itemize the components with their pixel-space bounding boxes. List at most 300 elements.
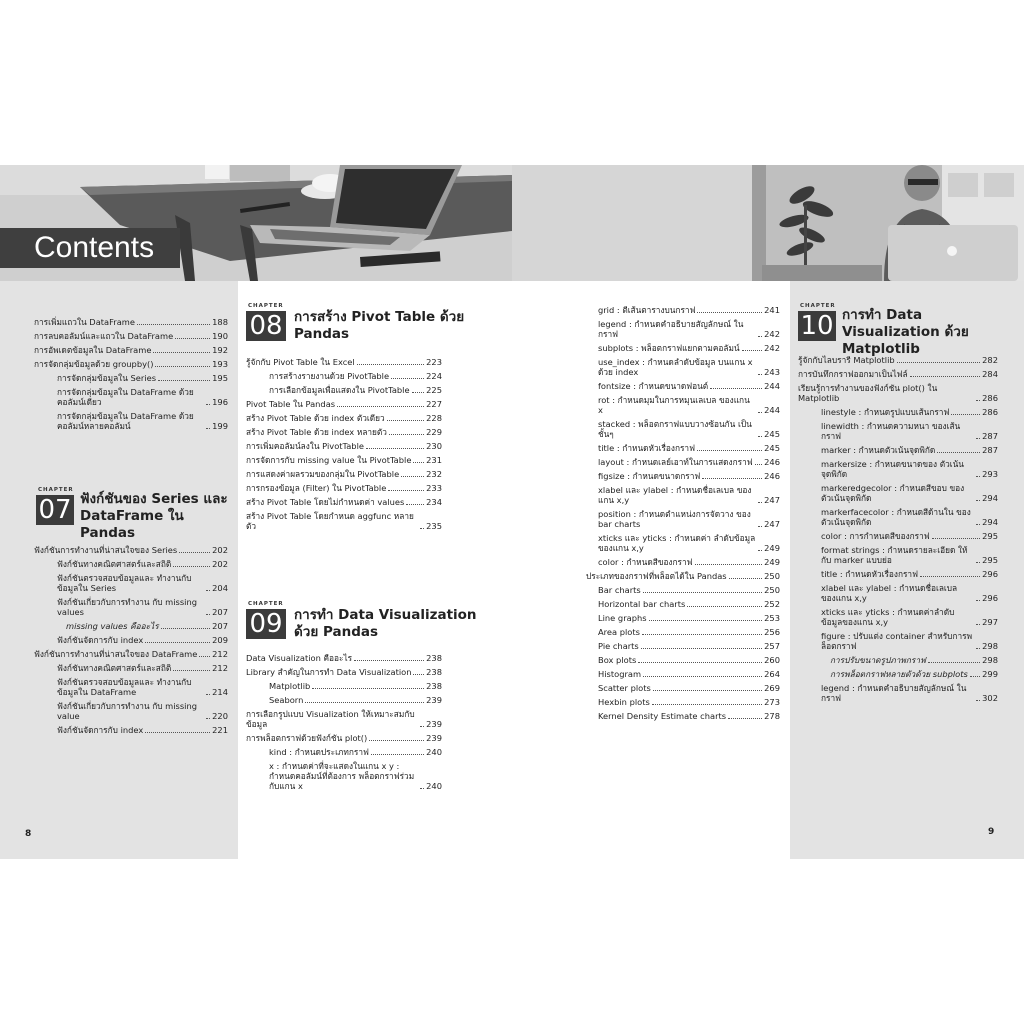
toc-entry bbox=[798, 531, 998, 541]
toc-entry-title: color : การกำหนดสีของกราฟ bbox=[821, 531, 930, 541]
toc-entry-title: Horizontal bar charts bbox=[598, 599, 686, 609]
toc-entry bbox=[34, 559, 228, 569]
toc-entry bbox=[586, 443, 780, 453]
toc-entry bbox=[246, 469, 442, 479]
toc-entry-title: ประเภทของกราฟที่พล็อตได้ใน Pandas bbox=[586, 571, 727, 581]
dot-leader bbox=[413, 674, 424, 675]
dot-leader bbox=[710, 388, 762, 389]
toc-entry-page: 238 bbox=[426, 653, 442, 663]
toc-entry-page: 250 bbox=[764, 585, 780, 595]
toc-entry bbox=[798, 459, 998, 479]
toc-entry-title: การเพิ่มคอลัมน์ลงใน PivotTable bbox=[246, 441, 364, 451]
toc-entry bbox=[34, 345, 228, 355]
dot-leader bbox=[366, 448, 424, 449]
dot-leader bbox=[145, 732, 210, 733]
dot-leader bbox=[153, 352, 210, 353]
toc-entry bbox=[246, 385, 442, 395]
dot-leader bbox=[928, 662, 980, 663]
toc-entry-title: การบันทึกกราฟออกมาเป็นไฟล์ bbox=[798, 369, 908, 379]
toc-entry-page: 297 bbox=[982, 617, 998, 627]
chapter-title: การทำ Data Visualization ด้วย Pandas bbox=[294, 607, 477, 640]
toc-entry bbox=[586, 471, 780, 481]
toc-entry-page: 231 bbox=[426, 455, 442, 465]
dot-leader bbox=[976, 524, 980, 525]
toc-entry-page: 202 bbox=[212, 559, 228, 569]
toc-entry bbox=[798, 355, 998, 365]
dot-leader bbox=[206, 718, 210, 719]
toc-entry bbox=[34, 635, 228, 645]
dot-leader bbox=[389, 434, 424, 435]
toc-entry-page: 230 bbox=[426, 441, 442, 451]
toc-entry-title: figure : ปรับแต่ง container สำหรับการพล็อตกราฟ bbox=[821, 631, 973, 651]
toc-entry-title: สร้าง Pivot Table โดยกำหนด aggfunc หลายตัว bbox=[246, 511, 414, 531]
toc-entry-title: Line graphs bbox=[598, 613, 647, 623]
toc-entry-page: 232 bbox=[426, 469, 442, 479]
toc-entry-page: 260 bbox=[764, 655, 780, 665]
man-laptop-image bbox=[512, 165, 1024, 281]
dot-leader bbox=[742, 350, 763, 351]
toc-entry-title: Matplotlib bbox=[269, 681, 311, 691]
toc-entry bbox=[246, 399, 442, 409]
dot-leader bbox=[406, 504, 424, 505]
dot-leader bbox=[388, 490, 424, 491]
toc-entry-title: subplots : พล็อตกราฟแยกตามคอลัมน์ bbox=[598, 343, 740, 353]
toc-entry-title: การจัดกลุ่มข้อมูลด้วย groupby() bbox=[34, 359, 154, 369]
dot-leader bbox=[729, 578, 763, 579]
toc-entry bbox=[246, 709, 442, 729]
toc-entry-page: 264 bbox=[764, 669, 780, 679]
toc-entry-page: 295 bbox=[982, 531, 998, 541]
dot-leader bbox=[371, 754, 424, 755]
toc-entry-page: 227 bbox=[426, 399, 442, 409]
dot-leader bbox=[976, 438, 980, 439]
toc-entry bbox=[798, 669, 998, 679]
toc-entry bbox=[586, 457, 780, 467]
book-spread bbox=[0, 165, 1024, 859]
toc-entry-page: 238 bbox=[426, 681, 442, 691]
toc-entry bbox=[798, 683, 998, 703]
dot-leader bbox=[413, 462, 424, 463]
toc-entry-title: ฟังก์ชันตรวจสอบข้อมูลและ ทำงานกับข้อมูลใน DataFrame bbox=[57, 677, 192, 697]
dot-leader bbox=[652, 704, 762, 705]
toc-entry-page: 299 bbox=[982, 669, 998, 679]
toc-entry bbox=[34, 317, 228, 327]
toc-entry-page: 204 bbox=[212, 583, 228, 593]
dot-leader bbox=[910, 376, 981, 377]
toc-entry-page: 296 bbox=[982, 569, 998, 579]
chapter-title: การทำ Data Visualization ด้วย Matplotlib bbox=[842, 307, 969, 357]
dot-leader bbox=[173, 670, 210, 671]
toc-entry-page: 220 bbox=[212, 711, 228, 721]
toc-entry-page: 242 bbox=[764, 329, 780, 339]
toc-entry-page: 223 bbox=[426, 357, 442, 367]
toc-entry-title: legend : กำหนดคำอธิบายสัญลักษณ์ ในกราฟ bbox=[598, 319, 744, 339]
dot-leader bbox=[758, 526, 762, 527]
toc-entry-page: 302 bbox=[982, 693, 998, 703]
toc-entry-title: สร้าง Pivot Table ด้วย index ตัวเดียว bbox=[246, 413, 385, 423]
toc-entry-page: 209 bbox=[212, 635, 228, 645]
toc-entry-page: 235 bbox=[426, 521, 442, 531]
toc-entry-page: 247 bbox=[764, 495, 780, 505]
toc-entry-page: 250 bbox=[764, 571, 780, 581]
dot-leader bbox=[951, 414, 980, 415]
toc-entry-title: Area plots bbox=[598, 627, 640, 637]
toc-entry-page: 238 bbox=[426, 667, 442, 677]
dot-leader bbox=[158, 380, 210, 381]
dot-leader bbox=[976, 600, 980, 601]
dot-leader bbox=[199, 656, 210, 657]
page-title: Contents bbox=[34, 231, 155, 264]
toc-entry bbox=[586, 381, 780, 391]
toc-entry bbox=[246, 357, 442, 367]
dot-leader bbox=[897, 362, 981, 363]
toc-entry-page: 296 bbox=[982, 593, 998, 603]
toc-entry bbox=[586, 571, 780, 581]
dot-leader bbox=[758, 412, 762, 413]
toc-entry-title: missing values คืออะไร bbox=[66, 621, 159, 631]
toc-entry bbox=[798, 631, 998, 651]
dot-leader bbox=[976, 500, 980, 501]
toc-entry bbox=[586, 305, 780, 315]
toc-list bbox=[34, 317, 228, 435]
toc-entry bbox=[586, 533, 780, 553]
toc-entry-page: 298 bbox=[982, 655, 998, 665]
toc-list bbox=[798, 355, 998, 707]
toc-entry bbox=[34, 725, 228, 735]
toc-entry-page: 188 bbox=[212, 317, 228, 327]
toc-entry-page: 246 bbox=[764, 457, 780, 467]
toc-entry-page: 284 bbox=[982, 369, 998, 379]
toc-entry-page: 278 bbox=[764, 711, 780, 721]
toc-entry bbox=[34, 331, 228, 341]
toc-entry-title: Seaborn bbox=[269, 695, 304, 705]
dot-leader bbox=[976, 624, 980, 625]
toc-entry-page: 294 bbox=[982, 517, 998, 527]
toc-entry-page: 207 bbox=[212, 621, 228, 631]
dot-leader bbox=[337, 406, 424, 407]
chapter-title: ฟังก์ชันของ Series และ DataFrame ใน Pandas bbox=[80, 491, 228, 541]
right-col-1 bbox=[512, 281, 790, 859]
toc-entry-title: การสร้างรายงานด้วย PivotTable bbox=[269, 371, 390, 381]
dot-leader bbox=[357, 364, 424, 365]
toc-entry bbox=[586, 485, 780, 505]
dot-leader bbox=[179, 552, 210, 553]
toc-entry-title: xlabel และ ylabel : กำหนดชื่อเลเบล ของแกน x,y bbox=[821, 583, 958, 603]
page-number: 8 bbox=[25, 829, 32, 839]
dot-leader bbox=[206, 614, 210, 615]
toc-entry-page: 239 bbox=[426, 695, 442, 705]
toc-entry-title: Pivot Table ใน Pandas bbox=[246, 399, 336, 409]
toc-entry-page: 228 bbox=[426, 413, 442, 423]
toc-entry bbox=[798, 369, 998, 379]
toc-entry-title: Bar charts bbox=[598, 585, 641, 595]
toc-entry-title: Pie charts bbox=[598, 641, 639, 651]
toc-entry bbox=[798, 545, 998, 565]
toc-entry-title: grid : ตีเส้นตารางบนกราฟ bbox=[598, 305, 696, 315]
toc-entry-title: Histogram bbox=[598, 669, 642, 679]
dot-leader bbox=[206, 404, 210, 405]
dot-leader bbox=[369, 740, 424, 741]
toc-entry-title: legend : กำหนดคำอธิบายสัญลักษณ์ ในกราฟ bbox=[821, 683, 967, 703]
toc-entry bbox=[586, 319, 780, 339]
toc-entry-title: การเพิ่มแถวใน DataFrame bbox=[34, 317, 135, 327]
toc-entry-title: Hexbin plots bbox=[598, 697, 650, 707]
page-number: 9 bbox=[988, 827, 995, 837]
toc-entry-title: markerfacecolor : กำหนดสีด้านใน ของตัวเน้นจุดพิกัด bbox=[821, 507, 971, 527]
toc-entry bbox=[34, 359, 228, 369]
chapter-label: CHAPTER bbox=[38, 487, 74, 493]
chapter-label: CHAPTER bbox=[248, 303, 284, 309]
toc-entry-page: 239 bbox=[426, 719, 442, 729]
dot-leader bbox=[755, 464, 763, 465]
toc-entry bbox=[798, 445, 998, 455]
toc-entry bbox=[798, 421, 998, 441]
dot-leader bbox=[206, 694, 210, 695]
dot-leader bbox=[643, 676, 762, 677]
toc-entry-page: 293 bbox=[982, 469, 998, 479]
toc-entry-title: การปรับขนาดรูปภาพกราฟ bbox=[830, 655, 926, 665]
toc-entry bbox=[586, 641, 780, 651]
toc-entry bbox=[246, 761, 442, 791]
toc-entry-title: figsize : กำหนดขนาดกราฟ bbox=[598, 471, 701, 481]
toc-entry-page: 257 bbox=[764, 641, 780, 651]
toc-entry bbox=[586, 395, 780, 415]
left-page bbox=[0, 165, 512, 859]
toc-entry-page: 212 bbox=[212, 649, 228, 659]
toc-entry-page: 193 bbox=[212, 359, 228, 369]
dot-leader bbox=[420, 528, 424, 529]
toc-entry bbox=[34, 663, 228, 673]
toc-entry-title: การจัดกลุ่มข้อมูลใน DataFrame ด้วยคอลัมน์หลายคอลัมน์ bbox=[57, 411, 194, 431]
dot-leader bbox=[758, 374, 762, 375]
chapter-title: การสร้าง Pivot Table ด้วย Pandas bbox=[294, 309, 465, 342]
dot-leader bbox=[354, 660, 424, 661]
toc-entry bbox=[34, 573, 228, 593]
toc-entry-title: ฟังก์ชันจัดการกับ index bbox=[57, 635, 144, 645]
toc-entry bbox=[246, 653, 442, 663]
dot-leader bbox=[758, 436, 762, 437]
dot-leader bbox=[206, 428, 210, 429]
dot-leader bbox=[970, 676, 980, 677]
left-col-2 bbox=[238, 281, 512, 859]
dot-leader bbox=[649, 620, 763, 621]
toc-entry bbox=[246, 667, 442, 677]
dot-leader bbox=[976, 476, 980, 477]
toc-entry-page: 207 bbox=[212, 607, 228, 617]
toc-entry-page: 246 bbox=[764, 471, 780, 481]
toc-entry-title: title : กำหนดหัวเรื่องกราฟ bbox=[821, 569, 918, 579]
toc-entry-page: 234 bbox=[426, 497, 442, 507]
toc-entry-title: การอัพเดตข้อมูลใน DataFrame bbox=[34, 345, 152, 355]
toc-list bbox=[246, 357, 442, 535]
toc-entry bbox=[34, 701, 228, 721]
dot-leader bbox=[391, 378, 424, 379]
toc-entry bbox=[586, 557, 780, 567]
toc-entry-title: Kernel Density Estimate charts bbox=[598, 711, 727, 721]
toc-entry-title: xticks และ yticks : กำหนดค่าลำดับ ข้อมูลของแกน x,y bbox=[821, 607, 955, 627]
toc-entry-title: ฟังก์ชันการทำงานที่น่าสนใจของ DataFrame bbox=[34, 649, 198, 659]
toc-entry bbox=[586, 613, 780, 623]
toc-entry-title: การแสดงค่าผลรวมของกลุ่มใน PivotTable bbox=[246, 469, 400, 479]
dot-leader bbox=[643, 592, 762, 593]
toc-entry bbox=[798, 569, 998, 579]
toc-entry-title: รู้จักกับ Pivot Table ใน Excel bbox=[246, 357, 355, 367]
toc-entry bbox=[586, 627, 780, 637]
toc-entry-page: 190 bbox=[212, 331, 228, 341]
dot-leader bbox=[638, 662, 762, 663]
toc-entry-title: xlabel และ ylabel : กำหนดชื่อเลเบล ของแกน x,y bbox=[598, 485, 752, 505]
toc-entry bbox=[34, 373, 228, 383]
toc-entry-title: ฟังก์ชันทางคณิตศาสตร์และสถิติ bbox=[57, 663, 172, 673]
toc-entry-page: 241 bbox=[764, 305, 780, 315]
toc-entry-page: 294 bbox=[982, 493, 998, 503]
dot-leader bbox=[653, 690, 762, 691]
toc-entry-title: stacked : พล็อตกราฟแบบวางซ้อนกัน เป็นชั้นๆ bbox=[598, 419, 752, 439]
toc-entry bbox=[798, 383, 998, 403]
toc-entry-page: 244 bbox=[764, 381, 780, 391]
toc-entry-page: 214 bbox=[212, 687, 228, 697]
dot-leader bbox=[155, 366, 210, 367]
toc-entry-title: ฟังก์ชันจัดการกับ index bbox=[57, 725, 144, 735]
toc-entry bbox=[34, 677, 228, 697]
dot-leader bbox=[920, 576, 980, 577]
toc-entry-page: 242 bbox=[764, 343, 780, 353]
toc-entry bbox=[246, 497, 442, 507]
dot-leader bbox=[697, 312, 762, 313]
toc-entry-page: 247 bbox=[764, 519, 780, 529]
dot-leader bbox=[412, 392, 425, 393]
toc-entry bbox=[246, 441, 442, 451]
toc-entry-title: Library สำคัญในการทำ Data Visualization bbox=[246, 667, 412, 677]
toc-entry bbox=[34, 597, 228, 617]
dot-leader bbox=[758, 502, 762, 503]
toc-entry bbox=[34, 621, 228, 631]
toc-entry-title: fontsize : กำหนดขนาดฟอนต์ bbox=[598, 381, 709, 391]
toc-entry bbox=[798, 583, 998, 603]
toc-list bbox=[586, 305, 780, 725]
toc-entry-title: color : กำหนดสีของกราฟ bbox=[598, 557, 693, 567]
dot-leader bbox=[976, 400, 980, 401]
dot-leader bbox=[305, 702, 424, 703]
dot-leader bbox=[175, 338, 210, 339]
toc-entry-page: 269 bbox=[764, 683, 780, 693]
left-col-1 bbox=[0, 281, 238, 859]
dot-leader bbox=[932, 538, 981, 539]
toc-entry-title: รู้จักกับไลบรารี Matplotlib bbox=[798, 355, 895, 365]
toc-entry-page: 199 bbox=[212, 421, 228, 431]
toc-entry-page: 192 bbox=[212, 345, 228, 355]
toc-entry bbox=[586, 711, 780, 721]
toc-entry-title: layout : กำหนดเลย์เอาท์ในการแสดงกราฟ bbox=[598, 457, 753, 467]
dot-leader bbox=[728, 718, 762, 719]
chapter-number: 09 bbox=[246, 609, 286, 639]
toc-entry-page: 224 bbox=[426, 371, 442, 381]
chapter-label: CHAPTER bbox=[800, 303, 836, 309]
toc-entry-title: การเลือกรูปแบบ Visualization ให้เหมาะสมกับข้อมูล bbox=[246, 709, 415, 729]
toc-entry bbox=[246, 695, 442, 705]
toc-entry-page: 225 bbox=[426, 385, 442, 395]
dot-leader bbox=[758, 550, 762, 551]
toc-entry-title: ฟังก์ชันเกี่ยวกับการทำงาน กับ missing value bbox=[57, 701, 197, 721]
dot-leader bbox=[312, 688, 424, 689]
toc-entry bbox=[586, 509, 780, 529]
toc-entry-title: markeredgecolor : กำหนดสีขอบ ของตัวเน้นจุดพิกัด bbox=[821, 483, 965, 503]
toc-entry-page: 256 bbox=[764, 627, 780, 637]
toc-entry bbox=[246, 427, 442, 437]
dot-leader bbox=[702, 478, 762, 479]
toc-entry bbox=[798, 483, 998, 503]
toc-entry-page: 196 bbox=[212, 397, 228, 407]
toc-entry bbox=[246, 413, 442, 423]
toc-entry-title: สร้าง Pivot Table โดยไม่กำหนดค่า values bbox=[246, 497, 405, 507]
right-page bbox=[512, 165, 1024, 859]
toc-entry-page: 212 bbox=[212, 663, 228, 673]
dot-leader bbox=[976, 700, 980, 701]
toc-entry-title: Box plots bbox=[598, 655, 637, 665]
toc-entry-page: 286 bbox=[982, 393, 998, 403]
toc-entry-title: title : กำหนดหัวเรื่องกราฟ bbox=[598, 443, 695, 453]
toc-entry-page: 287 bbox=[982, 431, 998, 441]
toc-entry-title: การกรองข้อมูล (Filter) ใน PivotTable bbox=[246, 483, 387, 493]
toc-entry bbox=[34, 649, 228, 659]
toc-entry-page: 240 bbox=[426, 747, 442, 757]
toc-entry bbox=[34, 411, 228, 431]
toc-entry-page: 249 bbox=[764, 543, 780, 553]
dot-leader bbox=[641, 648, 762, 649]
dot-leader bbox=[937, 452, 980, 453]
dot-leader bbox=[161, 628, 210, 629]
toc-entry-title: การลบคอลัมน์และแถวใน DataFrame bbox=[34, 331, 174, 341]
dot-leader bbox=[642, 634, 762, 635]
toc-entry-title: use_index : กำหนดลำดับข้อมูล บนแกน x ด้วย index bbox=[598, 357, 753, 377]
toc-entry bbox=[586, 599, 780, 609]
toc-entry bbox=[246, 681, 442, 691]
toc-entry bbox=[586, 419, 780, 439]
toc-entry-title: linestyle : กำหนดรูปแบบเส้นกราฟ bbox=[821, 407, 950, 417]
toc-entry bbox=[246, 511, 442, 531]
toc-entry-title: x : กำหนดค่าที่จะแสดงในแกน x y : กำหนดคอลัมน์ที่ต้องการ พล็อตกราฟร่วมกับแกน x bbox=[269, 761, 415, 791]
toc-entry-title: format strings : กำหนดรายละเอียด ให้กับ marker แบบย่อ bbox=[821, 545, 968, 565]
dot-leader bbox=[137, 324, 210, 325]
toc-entry bbox=[34, 387, 228, 407]
desk-photo bbox=[0, 165, 512, 281]
toc-entry-page: 233 bbox=[426, 483, 442, 493]
toc-entry bbox=[246, 483, 442, 493]
toc-entry bbox=[246, 733, 442, 743]
toc-entry-title: linewidth : กำหนดความหนา ของเส้นกราฟ bbox=[821, 421, 961, 441]
toc-entry-page: 195 bbox=[212, 373, 228, 383]
toc-entry-page: 298 bbox=[982, 641, 998, 651]
dot-leader bbox=[206, 590, 210, 591]
dot-leader bbox=[695, 564, 763, 565]
toc-list bbox=[246, 653, 442, 795]
toc-entry-title: ฟังก์ชันตรวจสอบข้อมูลและ ทำงานกับข้อมูลใน Series bbox=[57, 573, 192, 593]
dot-leader bbox=[976, 648, 980, 649]
toc-entry-page: 286 bbox=[982, 407, 998, 417]
toc-entry-page: 273 bbox=[764, 697, 780, 707]
toc-entry-title: rot : กำหนดมุมในการหมุนเลเบล ของแกน x bbox=[598, 395, 750, 415]
dot-leader bbox=[420, 788, 424, 789]
toc-entry bbox=[798, 407, 998, 417]
dot-leader bbox=[387, 420, 425, 421]
toc-entry-page: 245 bbox=[764, 443, 780, 453]
toc-entry-title: การเลือกข้อมูลเพื่อแสดงใน PivotTable bbox=[269, 385, 410, 395]
dot-leader bbox=[173, 566, 210, 567]
toc-entry-title: ฟังก์ชันการทำงานที่น่าสนใจของ Series bbox=[34, 545, 178, 555]
toc-entry-page: 243 bbox=[764, 367, 780, 377]
dot-leader bbox=[687, 606, 762, 607]
toc-entry-title: kind : กำหนดประเภทกราฟ bbox=[269, 747, 369, 757]
